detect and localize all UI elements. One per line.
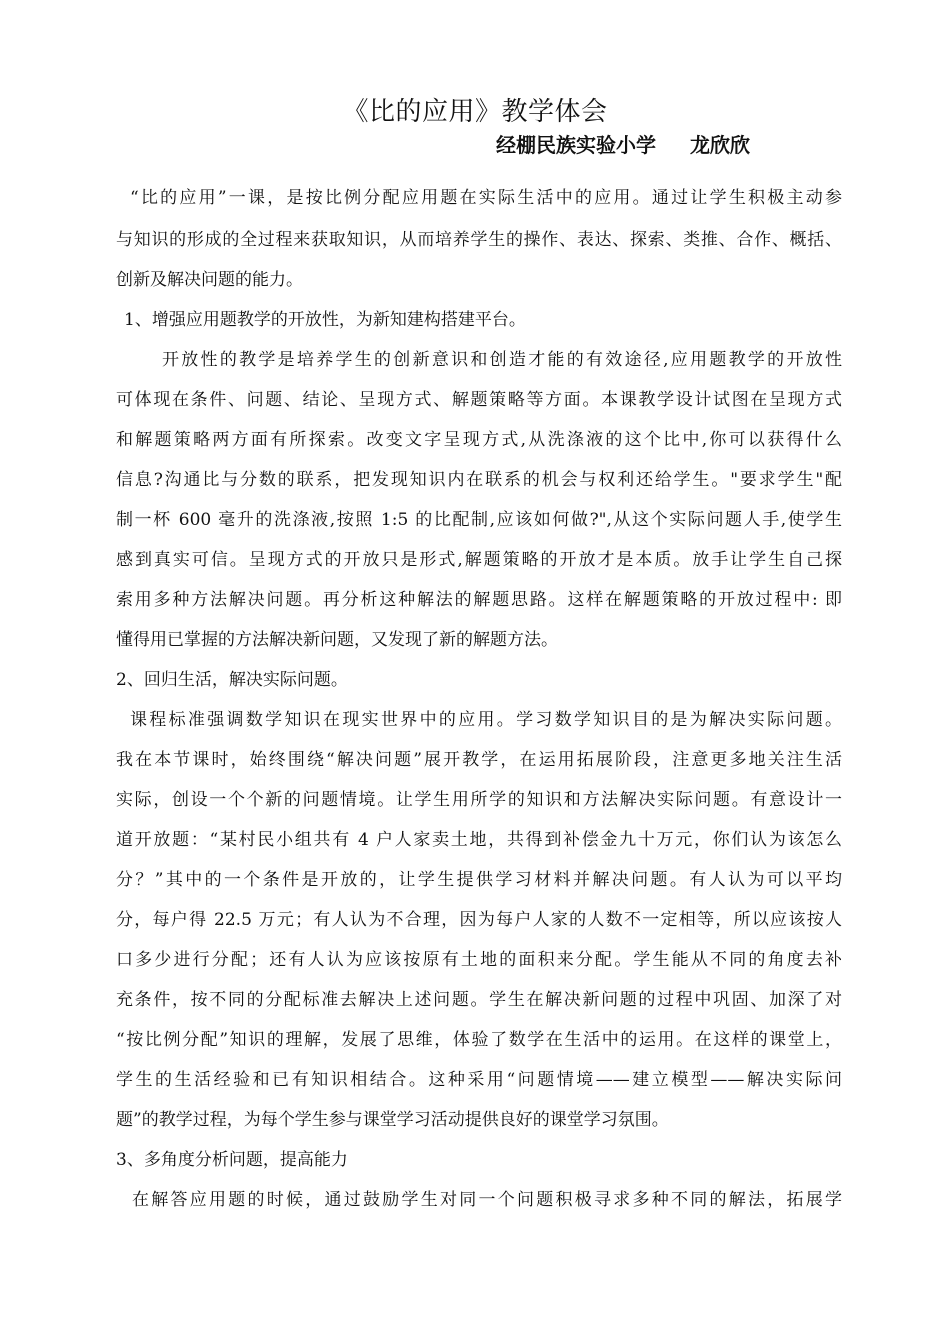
paragraph-2-line-5: 制一杯 600 毫升的洗涤液,按照 1:5 的比配制,应该如何做?",从这个实际问题人手,使学生: [116, 510, 842, 530]
paragraph-2-line-7: 索用多种方法解决问题。再分析这种解法的解题思路。这样在解题策略的开放过程中: 即: [116, 590, 842, 610]
paragraph-3-line-10: 学生的生活经验和已有知识相结合。这种采用“问题情境——建立模型——解决实际问: [116, 1070, 842, 1090]
paragraph-3-line-1: 课程标准强调数学知识在现实世界中的应用。学习数学知识目的是为解决实际问题。: [130, 710, 842, 730]
paragraph-3-line-11: 题”的教学过程，为每个学生参与课堂学习活动提供良好的课堂学习氛围。: [116, 1110, 669, 1130]
paragraph-3-line-3: 实际，创设一个个新的问题情境。让学生用所学的知识和方法解决实际问题。有意设计一: [116, 790, 842, 810]
paragraph-2-line-8: 懂得用已掌握的方法解决新问题，又发现了新的解题方法。: [116, 630, 558, 650]
paragraph-1-line-1: “比的应用”一课，是按比例分配应用题在实际生活中的应用。通过让学生积极主动参: [130, 188, 842, 208]
school-name: 经棚民族实验小学: [496, 133, 656, 157]
paragraph-3-line-2: 我在本节课时，始终围绕“解决问题”展开教学，在运用拓展阶段，注意更多地关注生活: [116, 750, 842, 770]
paragraph-2-line-3: 和解题策略两方面有所探索。改变文字呈现方式,从洗涤液的这个比中,你可以获得什么: [116, 430, 842, 450]
paragraph-3-line-9: “按比例分配”知识的理解，发展了思维，体验了数学在生活中的运用。在这样的课堂上，: [116, 1030, 842, 1050]
section-1-heading: 1、增强应用题教学的开放性，为新知建构搭建平台。: [124, 310, 526, 330]
author-name: 龙欣欣: [690, 133, 750, 157]
paragraph-2-line-2: 可体现在条件、问题、结论、呈现方式、解题策略等方面。本课教学设计试图在呈现方式: [116, 390, 842, 410]
paragraph-3-line-5: 分？”其中的一个条件是开放的，让学生提供学习材料并解决问题。有人认为可以平均: [116, 870, 842, 890]
paragraph-3-line-8: 充条件，按不同的分配标准去解决上述问题。学生在解决新问题的过程中巩固、加深了对: [116, 990, 842, 1010]
paragraph-2-line-6: 感到真实可信。呈现方式的开放只是形式,解题策略的开放才是本质。放手让学生自己探: [116, 550, 842, 570]
section-3-heading: 3、多角度分析问题，提高能力: [116, 1150, 348, 1170]
paragraph-3-line-4: 道开放题：“某村民小组共有 4 户人家卖土地，共得到补偿金九十万元，你们认为该怎么: [116, 830, 842, 850]
document-title: 《比的应用》教学体会: [342, 97, 608, 127]
paragraph-2-line-1: 开放性的教学是培养学生的创新意识和创造才能的有效途径,应用题教学的开放性: [162, 350, 842, 370]
document-byline: [496, 130, 750, 160]
section-2-heading: 2、回归生活，解决实际问题。: [116, 670, 348, 690]
paragraph-4-line-1: 在解答应用题的时候，通过鼓励学生对同一个问题积极寻求多种不同的解法，拓展学: [132, 1190, 842, 1210]
paragraph-3-line-6: 分，每户得 22.5 万元；有人认为不合理，因为每户人家的人数不一定相等，所以应该按人: [116, 910, 842, 930]
paragraph-2-line-4: 信息?沟通比与分数的联系，把发现知识内在联系的机会与权利还给学生。"要求学生"配: [116, 470, 842, 490]
paragraph-1-line-2: 与知识的形成的全过程来获取知识，从而培养学生的操作、表达、探索、类推、合作、概括、: [116, 230, 842, 250]
paragraph-1-line-3: 创新及解决问题的能力。: [116, 270, 303, 290]
paragraph-3-line-7: 口多少进行分配；还有人认为应该按原有土地的面积来分配。学生能从不同的角度去补: [116, 950, 842, 970]
